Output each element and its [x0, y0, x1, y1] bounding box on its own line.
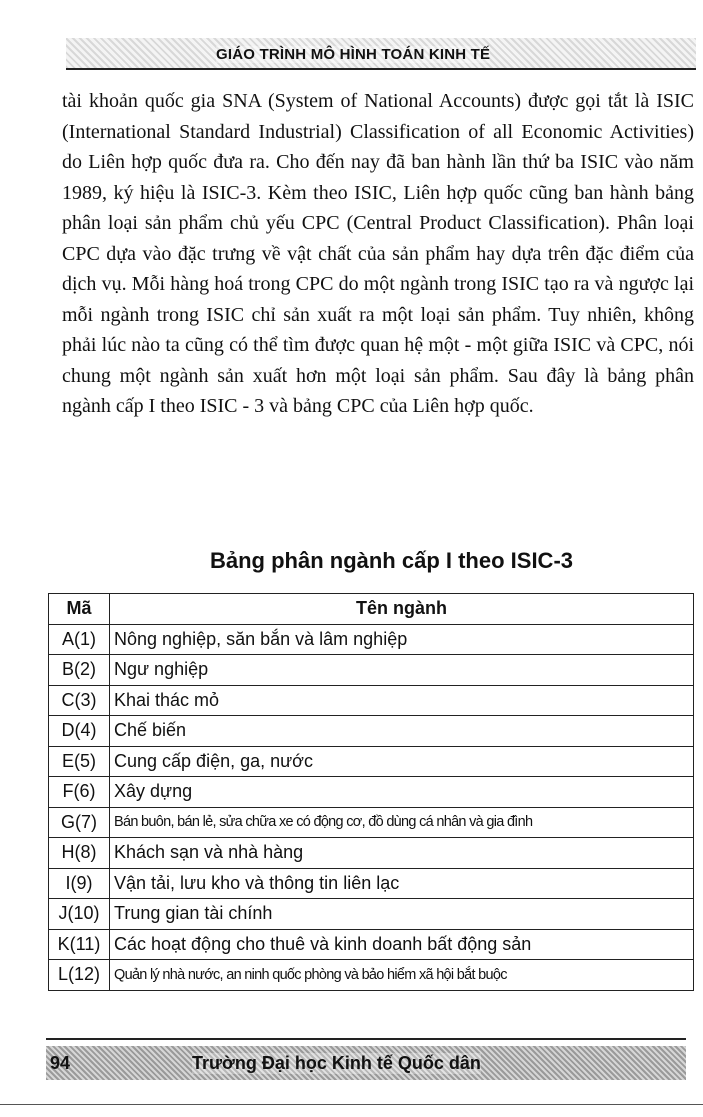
- industry-name: Bán buôn, bán lẻ, sửa chữa xe có động cơ, đồ dùng cá nhân và gia đình: [110, 807, 694, 838]
- industry-name: Khai thác mỏ: [110, 685, 694, 716]
- table-row: [49, 838, 694, 869]
- running-header: [66, 38, 696, 70]
- industry-name: Trung gian tài chính: [110, 899, 694, 930]
- industry-code: L(12): [49, 960, 110, 991]
- column-header-code: Mã: [49, 594, 110, 625]
- table-row: [49, 807, 694, 838]
- table-row: [49, 624, 694, 655]
- table-row: [49, 960, 694, 991]
- industry-code: A(1): [49, 624, 110, 655]
- table-title: Bảng phân ngành cấp I theo ISIC-3: [209, 548, 574, 573]
- industry-code: F(6): [49, 777, 110, 808]
- industry-code: K(11): [49, 929, 110, 960]
- industry-name: Cung cấp điện, ga, nước: [110, 746, 694, 777]
- industry-code: H(8): [49, 838, 110, 869]
- table-header-row: [49, 594, 694, 625]
- industry-code: D(4): [49, 716, 110, 747]
- running-header-title: GIÁO TRÌNH MÔ HÌNH TOÁN KINH TẾ: [216, 46, 491, 63]
- industry-code: C(3): [49, 685, 110, 716]
- isic-classification-table: [48, 593, 694, 991]
- industry-name: Ngư nghiệp: [110, 655, 694, 686]
- footer-divider: [46, 1038, 686, 1040]
- page-edge-line: [0, 1104, 703, 1105]
- body-paragraph: tài khoản quốc gia SNA (System of National Accounts) được gọi tắt là ISIC (International Standard Industrial) Classification of all Economic Activities) do Liên hợp quốc đưa ra. Cho đến nay đã ban hành lần thứ ba ISIC vào năm 1989, ký hiệu là ISIC-3. Kèm theo ISIC, Liên hợp quốc cũng ban hành bảng phân loại sản phẩm chủ yếu CPC (Central Product Classification). Phân loại CPC dựa vào đặc trưng về vật chất của sản phẩm hay dựa trên đặc điểm của dịch vụ. Mỗi hàng hoá trong CPC do một ngành trong ISIC tạo ra và ngược lại mỗi ngành trong ISIC chỉ sản xuất ra một loại sản phẩm. Tuy nhiên, không phải lúc nào ta cũng có thể tìm được quan hệ một - một giữa ISIC và CPC, nói chung một ngành sản xuất hơn một loại sản phẩm. Sau đây là bảng phân ngành cấp I theo ISIC - 3 và bảng CPC của Liên hợp quốc.: [62, 90, 694, 417]
- table-row: [49, 716, 694, 747]
- table-row: [49, 777, 694, 808]
- industry-code: B(2): [49, 655, 110, 686]
- industry-code: J(10): [49, 899, 110, 930]
- table-row: [49, 685, 694, 716]
- industry-name: Khách sạn và nhà hàng: [110, 838, 694, 869]
- table-row: [49, 929, 694, 960]
- industry-name: Các hoạt động cho thuê và kinh doanh bất động sản: [110, 929, 694, 960]
- table-row: [49, 655, 694, 686]
- industry-code: E(5): [49, 746, 110, 777]
- table-row: [49, 868, 694, 899]
- industry-code: G(7): [49, 807, 110, 838]
- industry-name: Vận tải, lưu kho và thông tin liên lạc: [110, 868, 694, 899]
- table-row: [49, 899, 694, 930]
- industry-name: Nông nghiệp, săn bắn và lâm nghiệp: [110, 624, 694, 655]
- page-number: 94: [50, 1053, 71, 1073]
- table-row: [49, 746, 694, 777]
- column-header-name: Tên ngành: [110, 594, 694, 625]
- industry-name: Xây dựng: [110, 777, 694, 808]
- running-footer-text: Trường Đại học Kinh tế Quốc dân: [192, 1053, 481, 1073]
- industry-name: Quản lý nhà nước, an ninh quốc phòng và bảo hiểm xã hội bắt buộc: [110, 960, 694, 991]
- industry-name: Chế biến: [110, 716, 694, 747]
- industry-code: I(9): [49, 868, 110, 899]
- running-footer: [46, 1046, 686, 1080]
